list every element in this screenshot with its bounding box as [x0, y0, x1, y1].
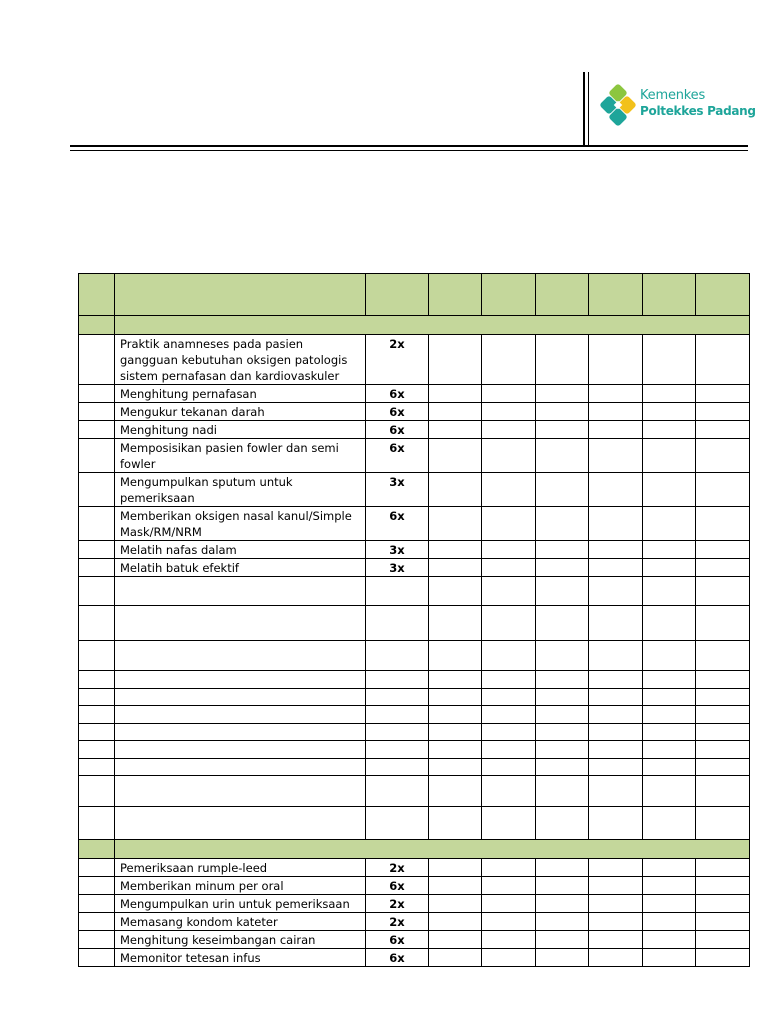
empty-row: [79, 759, 750, 776]
frequency-cell: 6x: [366, 931, 429, 949]
table-row: [79, 507, 750, 541]
kemenkes-logo: [598, 78, 756, 133]
frequency-cell: 2x: [366, 913, 429, 931]
table-row: [79, 877, 750, 895]
frequency-cell: 6x: [366, 949, 429, 967]
table-header-row: [79, 274, 750, 316]
task-cell: Memberikan oksigen nasal kanul/Simple Mask/RM/NRM: [115, 507, 366, 541]
task-cell: Memonitor tetesan infus: [115, 949, 366, 967]
empty-row: [79, 807, 750, 840]
table-row: [79, 895, 750, 913]
logo-text-poltekkes: Poltekkes Padang: [640, 104, 756, 118]
frequency-cell: 3x: [366, 559, 429, 577]
table-row: [79, 473, 750, 507]
table-row: [79, 439, 750, 473]
frequency-cell: 3x: [366, 541, 429, 559]
task-cell: Memposisikan pasien fowler dan semi fowler: [115, 439, 366, 473]
frequency-cell: 6x: [366, 421, 429, 439]
task-cell: Menghitung nadi: [115, 421, 366, 439]
task-cell: Mengumpulkan sputum untuk pemeriksaan: [115, 473, 366, 507]
table-row: [79, 559, 750, 577]
task-cell: Pemeriksaan rumple-leed: [115, 859, 366, 877]
frequency-cell: 6x: [366, 403, 429, 421]
empty-row: [79, 689, 750, 706]
section-header-row: [79, 316, 750, 335]
empty-row: [79, 706, 750, 724]
table-row: [79, 335, 750, 385]
frequency-cell: 6x: [366, 439, 429, 473]
logo-text-kemenkes: Kemenkes: [640, 88, 706, 103]
table-row: [79, 421, 750, 439]
header-rule: [70, 145, 748, 147]
table-row: [79, 949, 750, 967]
empty-row: [79, 671, 750, 689]
task-cell: Menghitung pernafasan: [115, 385, 366, 403]
section-header-row: [79, 840, 750, 859]
empty-row: [79, 741, 750, 759]
empty-row: [79, 606, 750, 641]
kemenkes-logo-icon: [598, 78, 640, 132]
task-cell: Melatih batuk efektif: [115, 559, 366, 577]
task-cell: Menghitung keseimbangan cairan: [115, 931, 366, 949]
task-cell: Mengumpulkan urin untuk pemeriksaan: [115, 895, 366, 913]
frequency-cell: 3x: [366, 473, 429, 507]
frequency-cell: 2x: [366, 335, 429, 385]
header-divider: [588, 72, 589, 146]
empty-row: [79, 776, 750, 807]
frequency-cell: 2x: [366, 859, 429, 877]
task-cell: Praktik anamneses pada pasien gangguan kebutuhan oksigen patologis sistem pernafasan dan kardiovaskuler: [115, 335, 366, 385]
empty-row: [79, 577, 750, 606]
header-divider: [583, 72, 585, 146]
table-row: [79, 541, 750, 559]
empty-row: [79, 724, 750, 741]
table-row: [79, 403, 750, 421]
table-row: [79, 913, 750, 931]
frequency-cell: 6x: [366, 877, 429, 895]
table-row: [79, 859, 750, 877]
task-cell: Mengukur tekanan darah: [115, 403, 366, 421]
task-cell: Memberikan minum per oral: [115, 877, 366, 895]
table-row: [79, 931, 750, 949]
frequency-cell: 6x: [366, 507, 429, 541]
table-row: [79, 385, 750, 403]
task-cell: Melatih nafas dalam: [115, 541, 366, 559]
empty-row: [79, 641, 750, 671]
header-rule: [70, 150, 748, 151]
skills-table: [78, 273, 750, 967]
task-cell: Memasang kondom kateter: [115, 913, 366, 931]
frequency-cell: 2x: [366, 895, 429, 913]
frequency-cell: 6x: [366, 385, 429, 403]
